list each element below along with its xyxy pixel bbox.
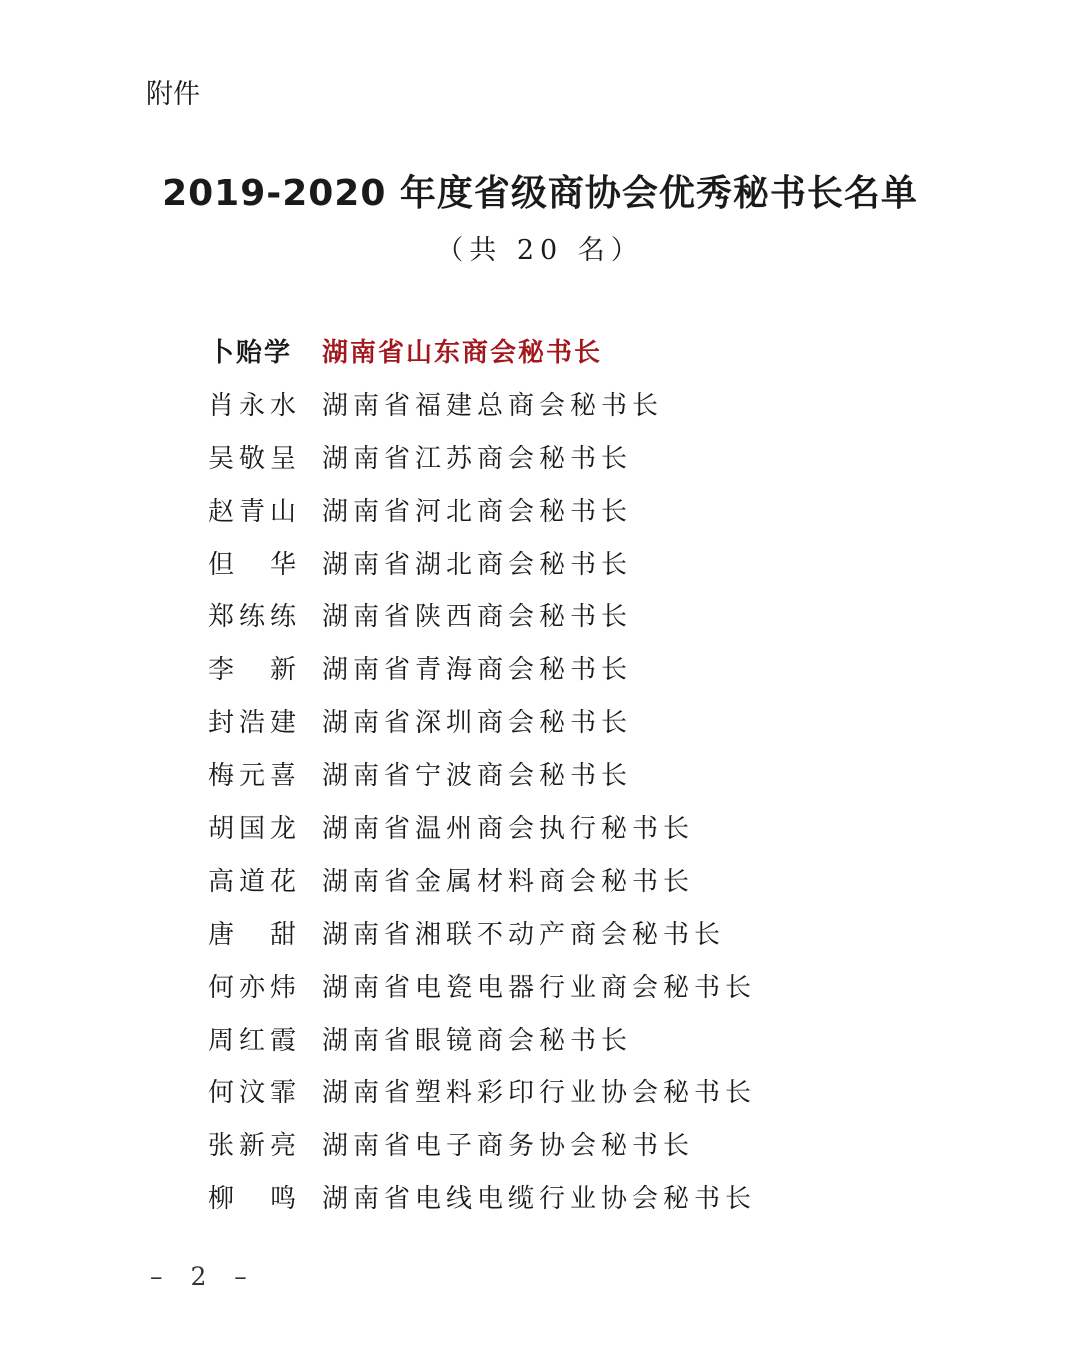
- entry-title: 湖南省河北商会秘书长: [322, 496, 633, 527]
- list-item: [208, 1064, 908, 1117]
- list-item: [208, 483, 908, 536]
- entry-title: 湖南省眼镜商会秘书长: [322, 1025, 633, 1056]
- entry-title: 湖南省青海商会秘书长: [322, 655, 633, 686]
- list-item: [208, 1117, 908, 1170]
- list-item: [208, 747, 908, 800]
- entry-name: 赵青山: [208, 496, 302, 527]
- entry-name: 封浩建: [208, 708, 302, 739]
- list-item: [208, 959, 908, 1012]
- list-item: [208, 800, 908, 853]
- entry-name: 高道花: [208, 866, 302, 897]
- entry-name: 胡国龙: [208, 813, 302, 844]
- list-item: [208, 641, 908, 694]
- entry-name: 肖永水: [208, 390, 302, 421]
- entry-title: 湖南省湘联不动产商会秘书长: [322, 919, 726, 950]
- document-subtitle: （共 20 名）: [436, 235, 644, 266]
- entry-title: 湖南省宁波商会秘书长: [322, 761, 633, 792]
- entry-name: 但 华: [208, 549, 302, 580]
- entry-name: 卜贻学: [208, 337, 293, 368]
- entry-name: 柳 鸣: [208, 1184, 302, 1215]
- entry-title: 湖南省温州商会执行秘书长: [322, 813, 695, 844]
- list-item: [208, 1012, 908, 1065]
- entry-name: 吴敬呈: [208, 443, 302, 474]
- entry-title: 湖南省江苏商会秘书长: [322, 443, 633, 474]
- entry-title: 湖南省金属材料商会秘书长: [322, 866, 695, 897]
- entry-title: 湖南省福建总商会秘书长: [322, 390, 664, 421]
- entry-name: 郑练练: [208, 602, 302, 633]
- entry-name: 李 新: [208, 655, 302, 686]
- list-item: [208, 694, 908, 747]
- document-title: 2019-2020 年度省级商协会优秀秘书长名单: [162, 173, 918, 214]
- list-item: [208, 536, 908, 589]
- page-number: – 2 –: [150, 1262, 257, 1291]
- entry-title: 湖南省陕西商会秘书长: [322, 602, 633, 633]
- entry-title: 湖南省电瓷电器行业商会秘书长: [322, 972, 757, 1003]
- secretary-general-list: [208, 324, 908, 1223]
- entry-title: 湖南省电线电缆行业协会秘书长: [322, 1184, 757, 1215]
- entry-title: 湖南省电子商务协会秘书长: [322, 1131, 695, 1162]
- entry-title: 湖南省深圳商会秘书长: [322, 708, 633, 739]
- entry-title: 湖南省湖北商会秘书长: [322, 549, 633, 580]
- entry-title: 湖南省塑料彩印行业协会秘书长: [322, 1078, 757, 1109]
- list-item: [208, 906, 908, 959]
- entry-name: 周红霞: [208, 1025, 302, 1056]
- entry-name: 唐 甜: [208, 919, 302, 950]
- list-item: [208, 377, 908, 430]
- list-item: [208, 430, 908, 483]
- entry-title: 湖南省山东商会秘书长: [322, 337, 603, 368]
- attachment-label: 附件: [146, 79, 200, 110]
- entry-name: 梅元喜: [208, 761, 302, 792]
- list-item: [208, 588, 908, 641]
- list-item: [208, 324, 908, 377]
- list-item: [208, 1170, 908, 1223]
- list-item: [208, 853, 908, 906]
- entry-name: 张新亮: [208, 1131, 302, 1162]
- entry-name: 何汶霏: [208, 1078, 302, 1109]
- entry-name: 何亦炜: [208, 972, 302, 1003]
